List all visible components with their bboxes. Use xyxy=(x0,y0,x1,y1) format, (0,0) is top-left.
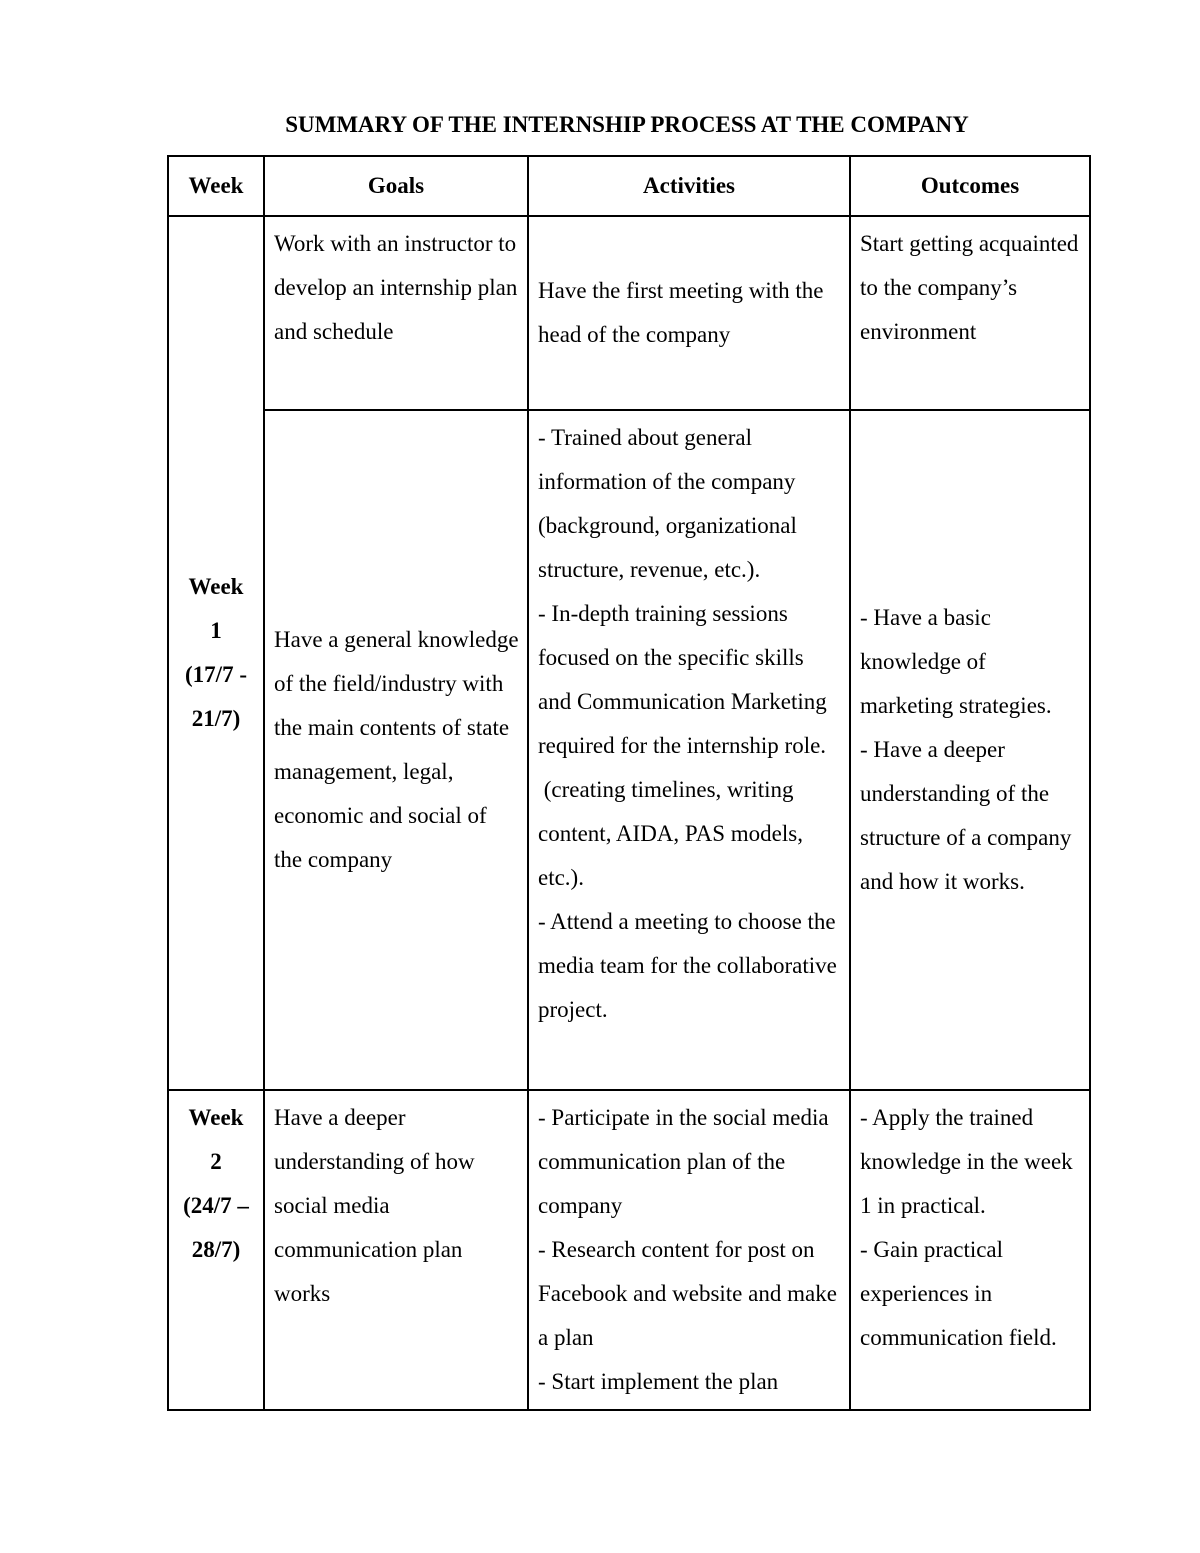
activity-item: - Attend a meeting to choose the media team for the collaborative project. xyxy=(538,909,843,1022)
activity-item: - Trained about general information of the company (background, organizational structure, revenue, etc.). xyxy=(538,425,803,582)
week1-label-line: 21/7) xyxy=(191,706,241,731)
table-header-row xyxy=(168,156,1090,216)
week1-row1-activities: Have the first meeting with the head of the company xyxy=(528,216,850,410)
week2-outcomes xyxy=(850,1090,1090,1410)
week1-row1-goals: Work with an instructor to develop an internship plan and schedule xyxy=(264,216,528,410)
week2-label-line: 28/7) xyxy=(191,1237,241,1262)
activity-item: - Research content for post on Facebook and website and make a plan xyxy=(538,1237,843,1350)
outcome-item: - Have a deeper understanding of the structure of a company and how it works. xyxy=(860,737,1078,894)
table-row-week1-b xyxy=(168,410,1090,1090)
week1-label-line: 1 xyxy=(210,618,222,643)
activity-item: - Participate in the social media communication plan of the company xyxy=(538,1105,835,1218)
header-activities: Activities xyxy=(528,156,850,216)
week1-label-line: Week xyxy=(188,574,244,599)
header-goals: Goals xyxy=(264,156,528,216)
header-outcomes: Outcomes xyxy=(850,156,1090,216)
week2-goals: Have a deeper understanding of how social media communication plan works xyxy=(264,1090,528,1410)
outcome-item: - Apply the trained knowledge in the week 1 in practical. xyxy=(860,1105,1079,1218)
outcome-item: - Have a basic knowledge of marketing strategies. xyxy=(860,605,1052,718)
week1-row2-outcomes xyxy=(850,410,1090,1090)
document-title: SUMMARY OF THE INTERNSHIP PROCESS AT THE COMPANY xyxy=(285,112,969,137)
activity-item: (creating timelines, writing content, AIDA, PAS models, etc.). xyxy=(538,777,809,890)
week2-label-line: 2 xyxy=(210,1149,222,1174)
week2-activities xyxy=(528,1090,850,1410)
week2-label-cell xyxy=(168,1090,264,1410)
week2-label-line: (24/7 – xyxy=(183,1193,249,1218)
week1-row2-activities xyxy=(528,410,850,1090)
table-row-week1-a xyxy=(168,216,1090,410)
internship-summary-table xyxy=(167,155,1091,1411)
week1-row1-outcomes: Start getting acquainted to the company’s environment xyxy=(850,216,1090,410)
activity-item: - In-depth training sessions focused on the specific skills and Communication Marketing required for the internship role. xyxy=(538,601,833,758)
outcome-item: - Gain practical experiences in communication field. xyxy=(860,1237,1057,1350)
week2-label-line: Week xyxy=(188,1105,244,1130)
activity-item: - Start implement the plan xyxy=(538,1369,779,1394)
week1-label-line: (17/7 - xyxy=(185,662,247,687)
table-row-week2 xyxy=(168,1090,1090,1410)
header-week: Week xyxy=(168,156,264,216)
week1-row2-goals: Have a general knowledge of the field/industry with the main contents of state management, legal, economic and social of the company xyxy=(264,410,528,1090)
week1-label-cell xyxy=(168,216,264,1090)
